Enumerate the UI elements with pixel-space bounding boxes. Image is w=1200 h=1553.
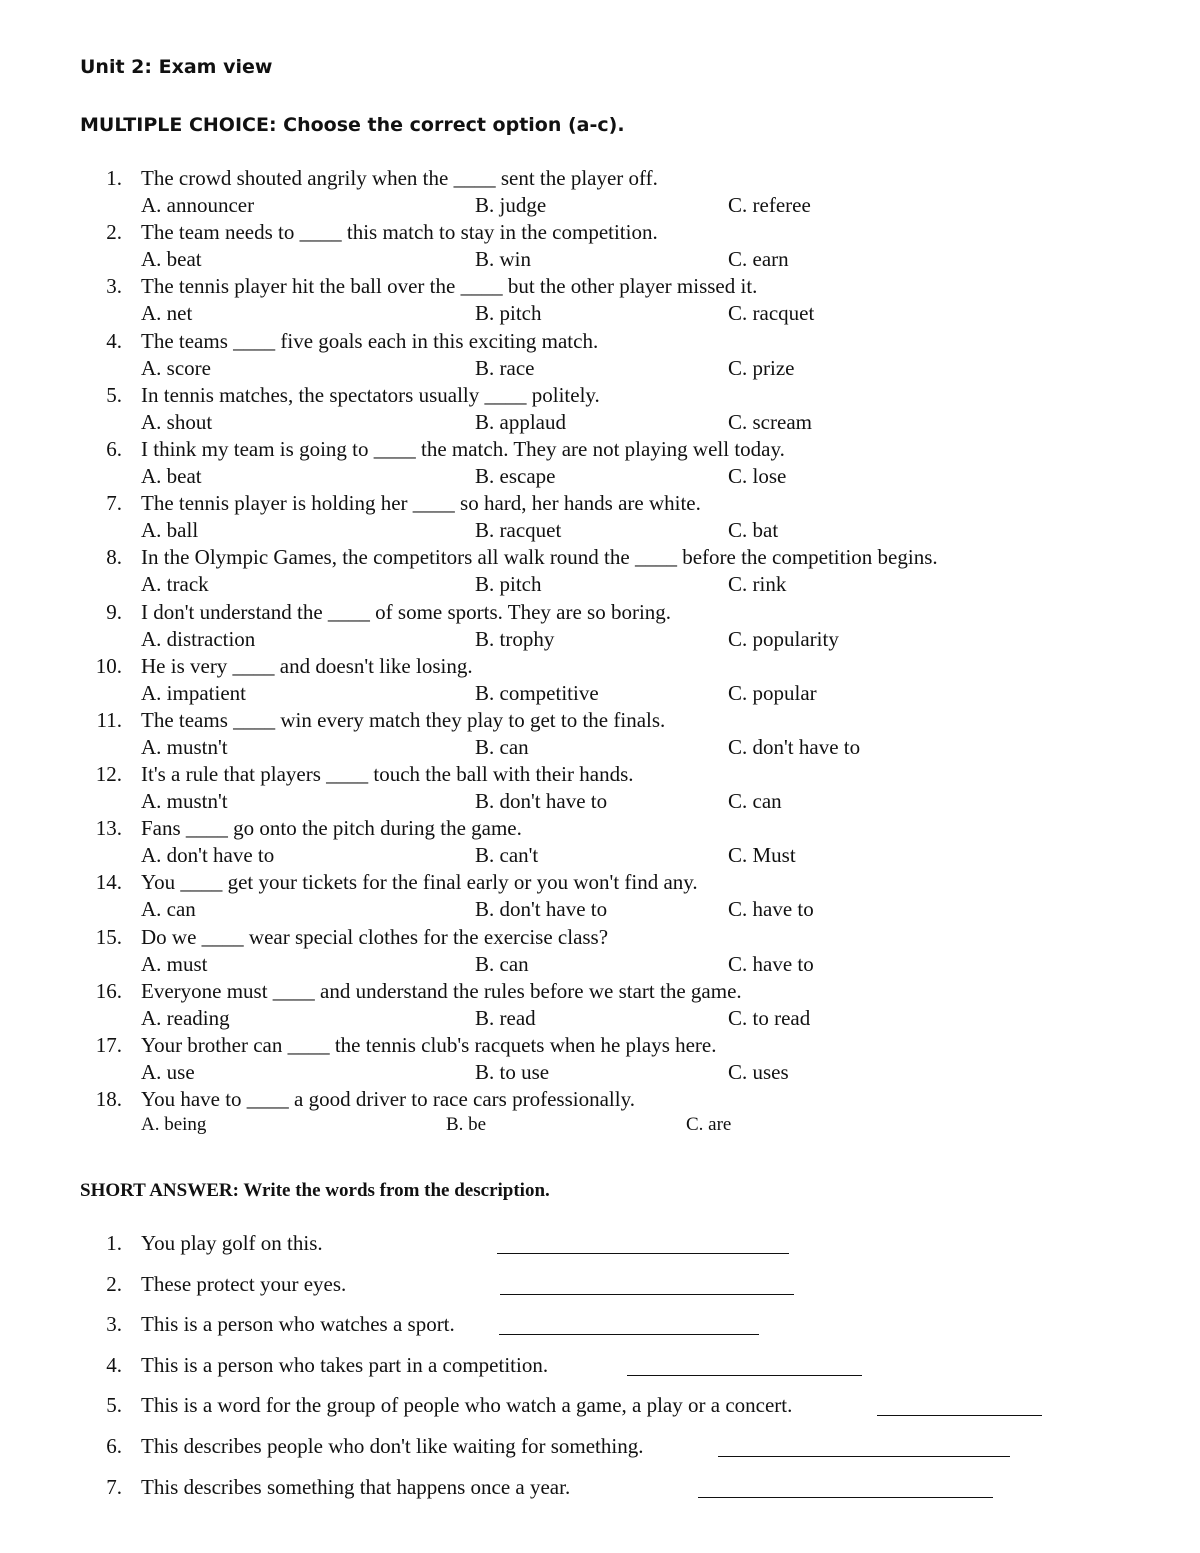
option-c[interactable]: C. bat	[728, 518, 779, 543]
question-text: You have to ____ a good driver to race cars professionally.	[141, 1087, 635, 1112]
option-c[interactable]: C. popular	[728, 680, 817, 705]
option-b[interactable]: B. judge	[475, 193, 547, 217]
option-b[interactable]: B. be	[446, 1114, 487, 1136]
question-text: The crowd shouted angrily when the ____ sent the player off.	[141, 166, 658, 190]
question-text: The teams ____ five goals each in this exciting match.	[141, 328, 599, 353]
short-answer-item	[0, 1393, 1200, 1434]
option-c[interactable]: C. are	[686, 1114, 732, 1136]
option-b[interactable]: B. don't have to	[475, 897, 608, 922]
question-text: Everyone must ____ and understand the rules before we start the game.	[141, 978, 742, 1003]
question-number: 11.	[96, 707, 122, 732]
answer-blank-line[interactable]	[627, 1375, 862, 1376]
question-number: 8.	[106, 545, 122, 570]
answer-blank-line[interactable]	[499, 1334, 759, 1335]
option-b[interactable]: B. don't have to	[475, 789, 608, 814]
question-number: 9.	[106, 599, 122, 624]
short-answer-item	[0, 1272, 1200, 1313]
short-answer-text: This is a word for the group of people who watch a game, a play or a concert.	[141, 1393, 793, 1418]
page-title: Unit 2: Exam view	[80, 56, 273, 78]
question-item	[0, 870, 1200, 924]
question-item	[0, 545, 1200, 599]
short-answer-text: This describes people who don't like waiting for something.	[141, 1433, 644, 1458]
option-c[interactable]: C. popularity	[728, 626, 839, 651]
option-c[interactable]: C. lose	[728, 463, 787, 488]
question-number: 4.	[106, 328, 122, 353]
answer-blank-line[interactable]	[718, 1456, 1010, 1457]
option-b[interactable]: B. can	[475, 951, 529, 976]
option-c[interactable]: C. prize	[728, 355, 795, 380]
option-a[interactable]: A. shout	[141, 409, 213, 434]
option-b[interactable]: B. can't	[475, 843, 539, 868]
short-answer-number: 7.	[106, 1474, 122, 1499]
option-c[interactable]: C. racquet	[728, 301, 815, 326]
question-number: 16.	[95, 978, 122, 1003]
option-c[interactable]: C. don't have to	[728, 734, 861, 759]
option-c[interactable]: C. have to	[728, 951, 814, 976]
short-answer-text: These protect your eyes.	[141, 1271, 347, 1296]
answer-blank-line[interactable]	[500, 1294, 794, 1295]
option-a[interactable]: A. score	[141, 355, 211, 380]
option-a[interactable]: A. reading	[141, 1005, 230, 1030]
short-answer-list	[0, 1231, 1200, 1515]
question-number: 12.	[95, 762, 122, 787]
short-answer-item	[0, 1312, 1200, 1353]
short-answer-number: 6.	[106, 1433, 122, 1458]
option-a[interactable]: A. beat	[141, 463, 202, 488]
question-number: 17.	[95, 1033, 122, 1057]
option-a[interactable]: A. being	[141, 1114, 207, 1136]
question-text: Your brother can ____ the tennis club's racquets when he plays here.	[141, 1033, 717, 1057]
question-item	[0, 437, 1200, 491]
question-text: The tennis player hit the ball over the ____ but the other player missed it.	[141, 274, 758, 299]
question-text: It's a rule that players ____ touch the ball with their hands.	[141, 762, 634, 787]
option-a[interactable]: A. can	[141, 897, 196, 922]
option-b[interactable]: B. pitch	[475, 301, 542, 326]
option-b[interactable]: B. to use	[475, 1060, 550, 1084]
question-number: 13.	[95, 816, 122, 841]
option-b[interactable]: B. trophy	[475, 626, 555, 651]
question-number: 15.	[95, 924, 122, 949]
question-item	[0, 383, 1200, 437]
option-c[interactable]: C. referee	[728, 193, 811, 217]
question-text: He is very ____ and doesn't like losing.	[141, 653, 473, 678]
option-a[interactable]: A. mustn't	[141, 789, 228, 814]
short-answer-item	[0, 1231, 1200, 1272]
question-text: I don't understand the ____ of some sports. They are so boring.	[141, 599, 672, 624]
answer-blank-line[interactable]	[497, 1253, 789, 1254]
option-b[interactable]: B. can	[475, 734, 529, 759]
short-answer-item	[0, 1475, 1200, 1516]
question-text: Fans ____ go onto the pitch during the game.	[141, 816, 522, 841]
short-answer-number: 2.	[106, 1271, 122, 1296]
option-c[interactable]: C. can	[728, 789, 782, 814]
option-c[interactable]: C. to read	[728, 1005, 811, 1030]
question-number: 2.	[106, 220, 122, 245]
short-answer-text: This is a person who watches a sport.	[141, 1312, 455, 1337]
option-b[interactable]: B. read	[475, 1005, 536, 1030]
question-text: The tennis player is holding her ____ so hard, her hands are white.	[141, 491, 701, 516]
option-a[interactable]: A. impatient	[141, 680, 246, 705]
multiple-choice-list	[0, 166, 1200, 1141]
option-a[interactable]: A. beat	[141, 247, 202, 272]
question-text: The teams ____ win every match they play to get to the finals.	[141, 707, 666, 732]
question-number: 18.	[95, 1087, 122, 1112]
question-text: You ____ get your tickets for the final early or you won't find any.	[141, 870, 698, 895]
question-item	[0, 600, 1200, 654]
short-answer-text: This describes something that happens once a year.	[141, 1474, 571, 1499]
option-a[interactable]: A. track	[141, 572, 209, 597]
option-c[interactable]: C. Must	[728, 843, 796, 868]
short-answer-number: 4.	[106, 1352, 122, 1377]
option-c[interactable]: C. rink	[728, 572, 787, 597]
question-number: 14.	[95, 870, 122, 895]
option-b[interactable]: B. competitive	[475, 680, 599, 705]
question-item	[0, 1033, 1200, 1087]
option-c[interactable]: C. have to	[728, 897, 814, 922]
question-text: The team needs to ____ this match to stay in the competition.	[141, 220, 658, 245]
question-item	[0, 925, 1200, 979]
option-a[interactable]: A. distraction	[141, 626, 256, 651]
question-text: In the Olympic Games, the competitors all walk round the ____ before the competition begins.	[141, 545, 938, 570]
question-item	[0, 491, 1200, 545]
option-a[interactable]: A. use	[141, 1060, 195, 1084]
question-text: Do we ____ wear special clothes for the exercise class?	[141, 924, 609, 949]
option-b[interactable]: B. race	[475, 355, 535, 380]
question-number: 7.	[106, 491, 122, 516]
option-a[interactable]: A. announcer	[141, 193, 255, 217]
short-answer-text: You play golf on this.	[141, 1231, 323, 1255]
option-c[interactable]: C. scream	[728, 409, 812, 434]
question-item	[0, 654, 1200, 708]
question-item	[0, 708, 1200, 762]
short-answer-heading: SHORT ANSWER: Write the words from the description.	[80, 1180, 550, 1201]
question-text: I think my team is going to ____ the match. They are not playing well today.	[141, 436, 785, 461]
question-number: 6.	[106, 436, 122, 461]
option-b[interactable]: B. applaud	[475, 409, 566, 434]
short-answer-item	[0, 1353, 1200, 1394]
option-a[interactable]: A. don't have to	[141, 843, 275, 868]
option-a[interactable]: A. must	[141, 951, 208, 976]
option-a[interactable]: A. net	[141, 301, 193, 326]
question-item	[0, 220, 1200, 274]
option-b[interactable]: B. racquet	[475, 518, 562, 543]
multiple-choice-heading: MULTIPLE CHOICE: Choose the correct option (a-c).	[80, 114, 625, 136]
short-answer-text: This is a person who takes part in a competition.	[141, 1352, 549, 1377]
question-item	[0, 816, 1200, 870]
short-answer-number: 1.	[106, 1231, 122, 1255]
short-answer-number: 5.	[106, 1393, 122, 1418]
short-answer-number: 3.	[106, 1312, 122, 1337]
question-text: In tennis matches, the spectators usually ____ politely.	[141, 382, 600, 407]
question-item	[0, 166, 1200, 220]
question-number: 5.	[106, 382, 122, 407]
option-c[interactable]: C. earn	[728, 247, 789, 272]
question-item	[0, 329, 1200, 383]
option-b[interactable]: B. escape	[475, 463, 556, 488]
option-b[interactable]: B. pitch	[475, 572, 542, 597]
question-item	[0, 979, 1200, 1033]
option-b[interactable]: B. win	[475, 247, 532, 272]
question-number: 1.	[106, 166, 122, 190]
question-number: 3.	[106, 274, 122, 299]
question-item	[0, 762, 1200, 816]
answer-blank-line[interactable]	[698, 1497, 993, 1498]
option-a[interactable]: A. ball	[141, 518, 199, 543]
question-number: 10.	[95, 653, 122, 678]
short-answer-item	[0, 1434, 1200, 1475]
question-item	[0, 274, 1200, 328]
answer-blank-line[interactable]	[877, 1415, 1042, 1416]
question-item	[0, 1087, 1200, 1141]
option-a[interactable]: A. mustn't	[141, 734, 228, 759]
option-c[interactable]: C. uses	[728, 1060, 789, 1084]
